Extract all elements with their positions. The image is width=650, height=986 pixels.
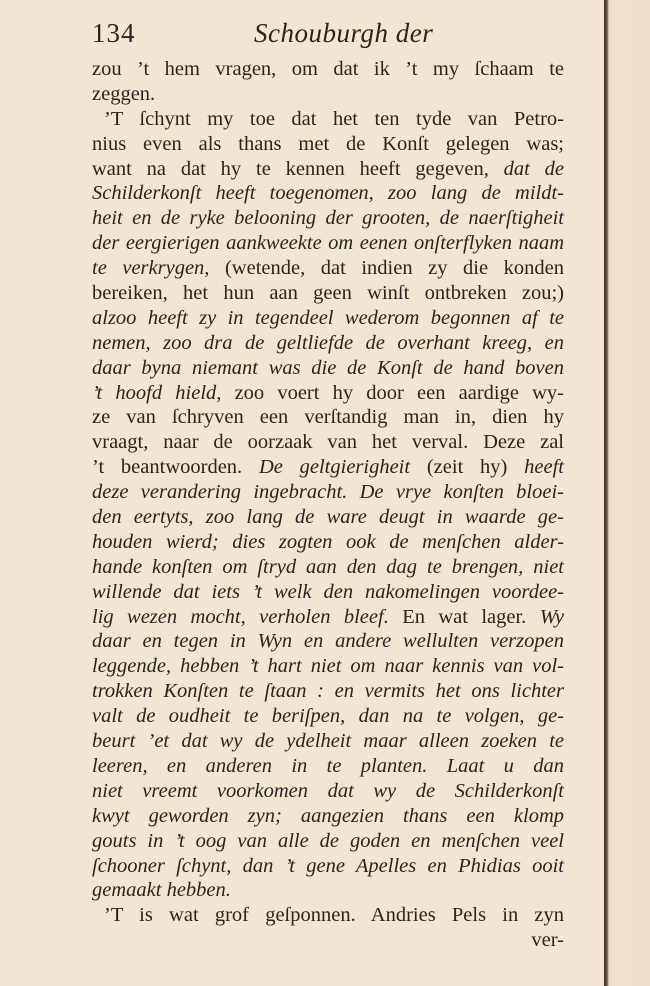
text-line: ’T is wat grof geſponnen. Andries Pels in zyn [104, 904, 564, 927]
text-line: daar byna niemant was die de Konſt de hand boven [92, 356, 564, 379]
text-line: hande konſten om ſtryd aan den dag te brengen, niet [92, 555, 564, 578]
text-line: gemaakt hebben. [92, 879, 231, 902]
text-line: zeggen. [92, 82, 156, 105]
text-line: alzoo heeft zy in tegendeel wederom begonnen af te [92, 306, 564, 329]
text-line: te verkrygen, (wetende, dat indien zy die konden [92, 257, 564, 280]
page-number: 134 [92, 18, 136, 48]
running-head: Schouburgh der [254, 18, 434, 48]
text-line: ’t hoofd hield, zoo voert hy door een aardige wy- [92, 381, 564, 404]
text-line: kwyt geworden zyn; aangezien thans een klomp [92, 804, 564, 827]
text-line: leggende, hebben ’t hart niet om naar kennis van vol- [92, 655, 564, 678]
text-line: valt de oudheit te beriſpen, dan na te volgen, ge- [92, 705, 564, 728]
text-line: deze verandering ingebracht. De vrye konſten bloei- [92, 481, 564, 504]
text-line: ’T ſchynt my toe dat het ten tyde van Petro- [104, 107, 564, 130]
text-line: den eertyts, zoo lang de ware deugt in waarde ge- [92, 506, 564, 529]
book-gutter [604, 0, 650, 986]
text-line: bereiken, het hun aan geen winſt ontbreken zou;) [92, 282, 564, 305]
text-line: ſchooner ſchynt, dan ’t gene Apelles en Phidias ooit [92, 854, 564, 877]
text-line: daar en tegen in Wyn en andere wellulten verzopen [92, 630, 564, 653]
text-line: ’t beantwoorden. De geltgierigheit (zeit hy) heeft [92, 456, 564, 479]
text-line: heit en de ryke belooning der grooten, de naerſtigheit [92, 207, 564, 230]
text-line: lig wezen mocht, verholen bleef. En wat lager. Wy [92, 605, 564, 628]
page-header [92, 18, 562, 52]
text-line: der eergierigen aankweekte om eenen onſterflyken naam [92, 232, 564, 255]
text-line: zou ’t hem vragen, om dat ik ’t my ſchaam te [92, 58, 564, 80]
text-line: nius even als thans met de Konſt gelegen was; [92, 132, 564, 155]
text-line: want na dat hy te kennen heeft gegeven, dat de [92, 157, 564, 180]
text-line: gouts in ’t oog van alle de goden en menſchen veel [92, 829, 564, 852]
text-line: leeren, en anderen in te planten. Laat u dan [92, 754, 564, 777]
body-text [92, 57, 564, 953]
text-line: houden wierd; dies zogten ook de menſchen alder- [92, 530, 564, 553]
text-line: Schilderkonſt heeft toegenomen, zoo lang de mildt- [92, 182, 564, 205]
text-line: ze van ſchryven een verſtandig man in, dien hy [92, 406, 564, 429]
text-line: willende dat iets ’t welk den nakomelingen voordee- [92, 580, 564, 603]
text-line: vraagt, naar de oorzaak van het verval. Deze zal [92, 431, 564, 454]
catchword: ver- [531, 929, 564, 952]
text-line: beurt ’et dat wy de ydelheit maar alleen zoeken te [92, 730, 564, 753]
text-line: nemen, zoo dra de geltliefde de overhant kreeg, en [92, 331, 564, 354]
text-line: trokken Konſten te ſtaan : en vermits het ons lichter [92, 680, 564, 703]
text-line: niet vreemt voorkomen dat wy de Schilderkonſt [92, 779, 564, 802]
